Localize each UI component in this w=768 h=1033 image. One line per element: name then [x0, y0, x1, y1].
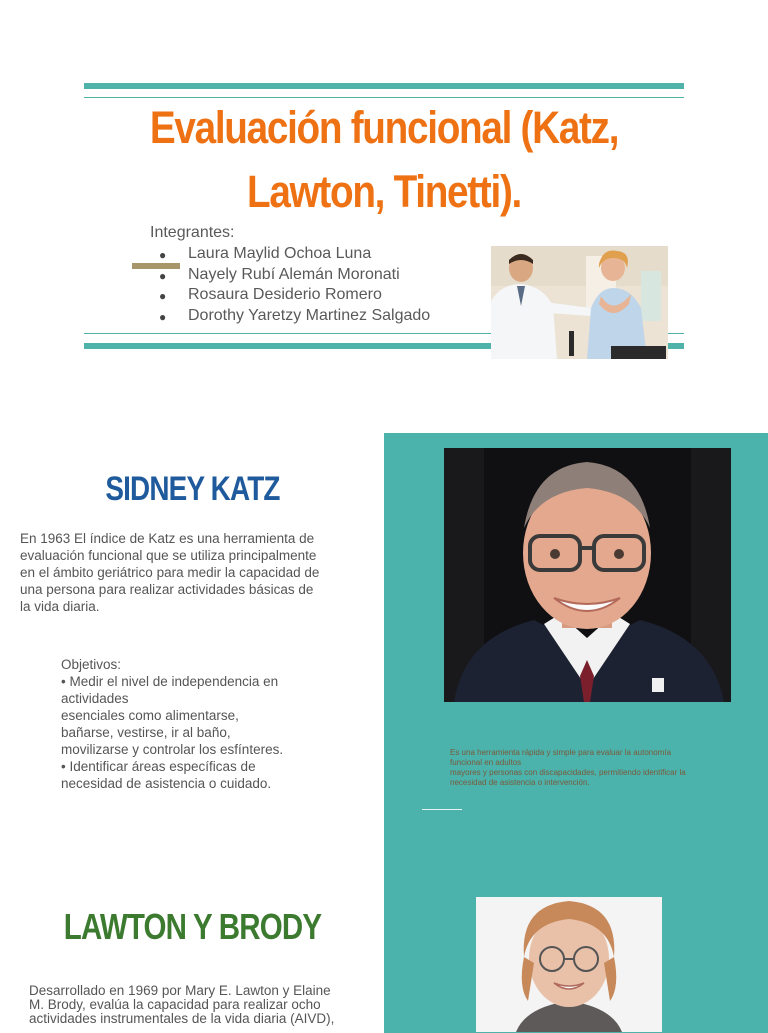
list-item: ● Nayely Rubí Alemán Moronati: [150, 265, 430, 286]
members-list: [150, 244, 430, 326]
bullet-icon: ●: [159, 268, 167, 283]
title-line-1: Evaluación funcional (Katz,: [149, 102, 619, 153]
mary-lawton-photo: [476, 897, 662, 1032]
katz-note: Es una herramienta rápida y simple para evaluar la autonomía funcional en adultos mayores y personas con discapacidades, permitiendo identificar la necesidad de asistencia o intervención.: [450, 748, 686, 787]
bullet-icon: ●: [159, 248, 167, 262]
bullet-icon: ●: [159, 289, 167, 303]
list-item: ● Dorothy Yaretzy Martinez Salgado: [150, 306, 430, 327]
top-rule-thick: [84, 83, 684, 89]
katz-intro: En 1963 El índice de Katz es una herramienta de evaluación funcional que se utiliza principalmente en el ámbito geriátrico para medir la capacidad de una persona para realizar actividades básicas de la vida diaria.: [20, 531, 320, 614]
list-item: ● Rosaura Desiderio Romero: [150, 285, 430, 306]
bullet-icon: ●: [159, 309, 167, 324]
katz-objectives: Objetivos: • Medir el nivel de independencia en actividades esenciales como alimentarse, bañarse, vestirse, ir al baño, movilizarse y controlar los esfínteres. • Identificar áreas específicas de necesidad de asistencia o cuidado.: [61, 657, 284, 791]
members-label: Integrantes:: [150, 224, 235, 241]
sidney-katz-photo: [444, 448, 731, 702]
lawton-heading: LAWTON Y BRODY: [63, 906, 322, 947]
doctor-patient-photo: [491, 246, 668, 359]
note-divider: [422, 809, 462, 810]
lawton-intro: Desarrollado en 1969 por Mary E. Lawton y Elaine M. Brody, evalúa la capacidad para realizar ocho actividades instrumentales de la vida diaria (AIVD),: [29, 983, 335, 1026]
katz-heading: SIDNEY KATZ: [105, 470, 280, 508]
title-line-2: Lawton, Tinetti).: [246, 166, 522, 217]
page-title: [126, 96, 642, 224]
list-item: ● Laura Maylid Ochoa Luna: [150, 244, 430, 265]
